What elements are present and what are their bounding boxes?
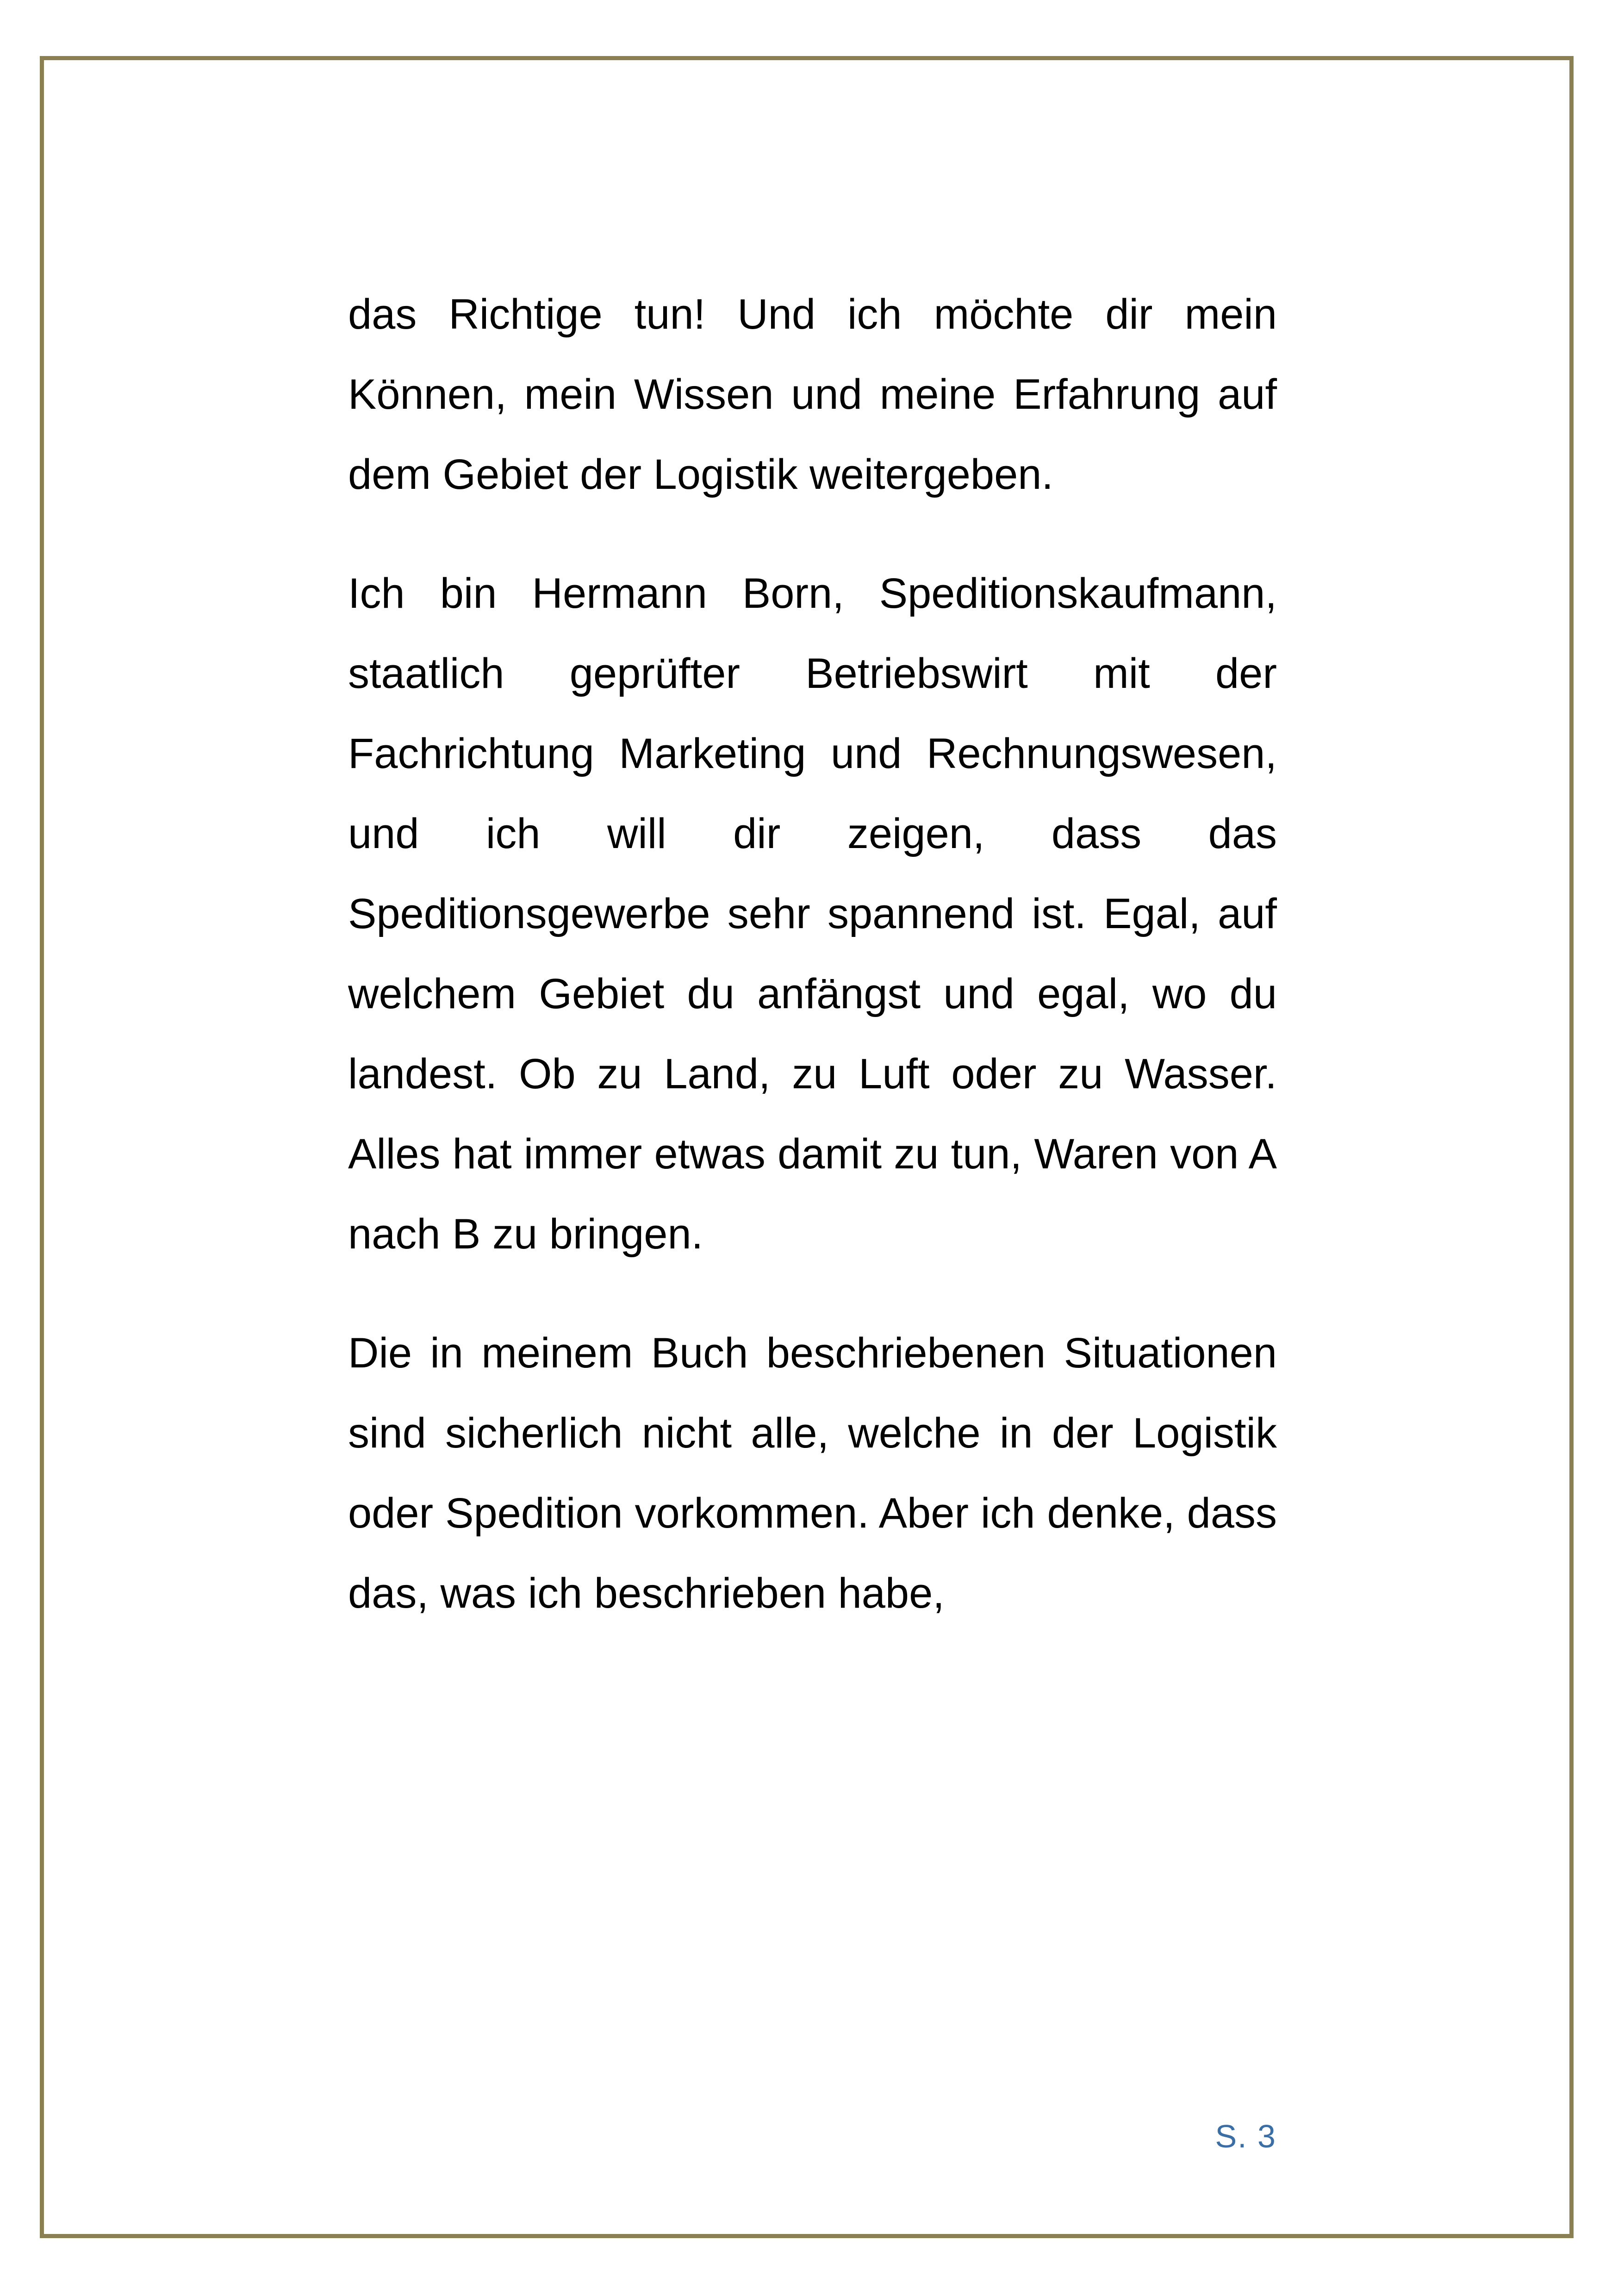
paragraph-3: Die in meinem Buch beschriebenen Situationen sind sicherlich nicht alle, welche in der Logistik oder Spedition vorkommen. Aber ich denke, dass das, was ich beschrieben habe, (348, 1329, 1277, 1617)
paragraph-1: das Richtige tun! Und ich möchte dir mein Können, mein Wissen und meine Erfahrung auf dem Gebiet der Logistik weitergeben. (348, 291, 1277, 498)
paragraph-2: Ich bin Hermann Born, Speditionskaufmann, staatlich geprüfter Betriebswirt mit der Fachrichtung Marketing und Rechnungswesen, und ich will dir zeigen, dass das Speditionsgewerbe sehr spannend ist. Egal, auf welchem Gebiet du anfängst und egal, wo du landest. Ob zu Land, zu Luft oder zu Wasser. Alles hat immer etwas damit zu tun, Waren von A nach B zu bringen. (348, 570, 1277, 1258)
page-number: S. 3 (1215, 2118, 1276, 2154)
body-text (348, 275, 1277, 1634)
